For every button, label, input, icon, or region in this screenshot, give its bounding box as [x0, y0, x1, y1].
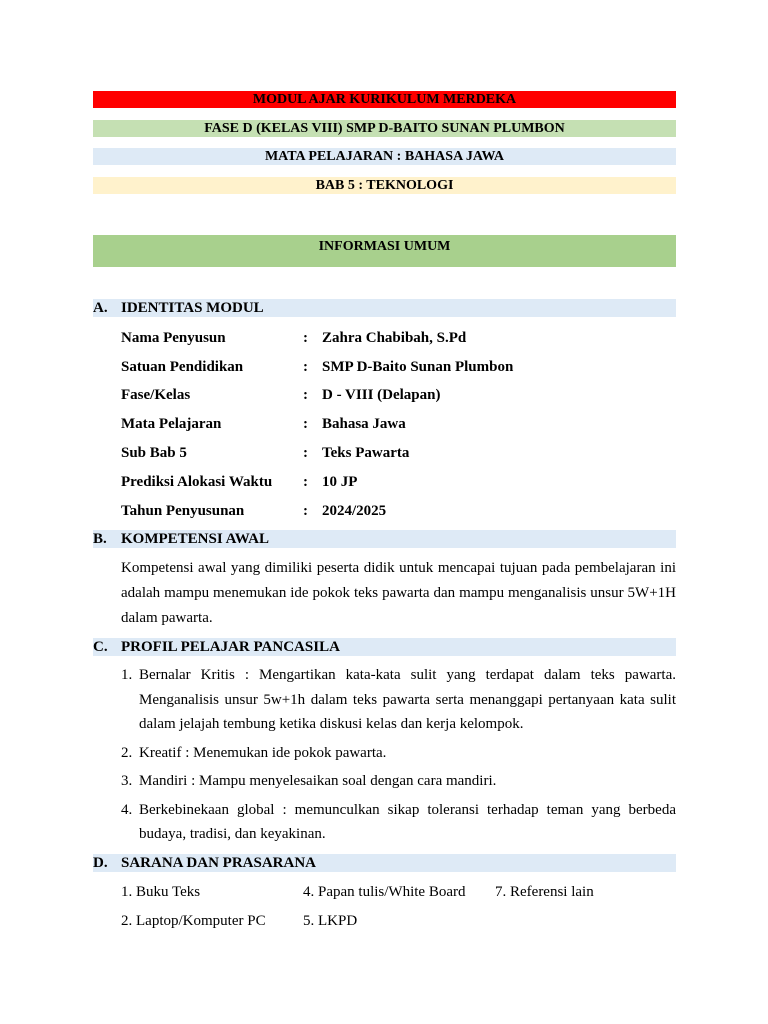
section-d-heading — [93, 854, 676, 872]
identity-value: 10 JP — [322, 474, 358, 490]
list-item-number: 1. — [121, 667, 133, 683]
identity-label: Sub Bab 5 — [121, 445, 187, 461]
banner-bab-text: BAB 5 : TEKNOLOGI — [315, 178, 454, 193]
banner-modul-text: MODUL AJAR KURIKULUM MERDEKA — [252, 92, 517, 107]
identity-value: Bahasa Jawa — [322, 416, 406, 432]
section-a-letter: A. — [93, 300, 108, 316]
list-item-text: Mandiri : Mampu menyelesaikan soal dengan cara mandiri. — [139, 773, 497, 789]
identity-colon: : — [303, 359, 308, 375]
identity-value: Teks Pawarta — [322, 445, 410, 461]
list-item — [121, 663, 676, 737]
kompetensi-awal-text: Kompetensi awal yang dimiliki peserta didik untuk mencapai tujuan pada pembelajaran ini adalah mampu menemukan ide pokok teks pawarta dan mampu menganalisis unsur 5W+1H dalam pawarta. — [121, 560, 676, 626]
identity-colon: : — [303, 445, 308, 461]
identity-row-mata-pelajaran — [121, 414, 676, 434]
identity-label: Mata Pelajaran — [121, 416, 222, 432]
section-b-letter: B. — [93, 531, 107, 547]
identity-value: D - VIII (Delapan) — [322, 387, 441, 403]
identity-row-tahun-penyusunan — [121, 501, 676, 521]
banner-modul — [93, 91, 676, 108]
section-a-title: IDENTITAS MODUL — [121, 300, 264, 316]
sarana-item: 4. Papan tulis/White Board — [303, 884, 466, 900]
list-item-text: Bernalar Kritis : Mengartikan kata-kata sulit yang terdapat dalam teks pawarta. Menganalisis unsur 5w+1h dalam teks pawarta serta menanggapi pertanyaan kata sulit dalam jelajah tembung ketika diskusi kelas dan kerja kelompok. — [139, 667, 676, 732]
list-item — [121, 769, 676, 794]
identity-colon: : — [303, 503, 308, 519]
identity-label: Satuan Pendidikan — [121, 359, 244, 375]
identity-row-alokasi-waktu — [121, 472, 676, 492]
list-item-number: 4. — [121, 801, 133, 818]
list-item-text: Berkebinekaan global : memunculkan sikap toleransi terhadap teman yang berbeda budaya, tradisi, dan keyakinan. — [139, 801, 676, 842]
banner-mapel-text: MATA PELAJARAN : BAHASA JAWA — [264, 149, 505, 164]
identity-value: Zahra Chabibah, S.Pd — [322, 330, 467, 346]
identity-label: Nama Penyusun — [121, 330, 226, 346]
banner-mapel — [93, 148, 676, 165]
identity-row-fase-kelas — [121, 385, 676, 405]
sarana-item: 2. Laptop/Komputer PC — [121, 913, 266, 929]
sarana-item: 5. LKPD — [303, 913, 358, 929]
identity-row-nama-penyusun — [121, 328, 676, 348]
banner-fase-text: FASE D (KELAS VIII) SMP D-BAITO SUNAN PLUMBON — [204, 121, 565, 136]
profil-pelajar-list — [121, 663, 676, 851]
banner-bab — [93, 177, 676, 194]
identity-label: Tahun Penyusunan — [121, 503, 245, 519]
section-b-title: KOMPETENSI AWAL — [121, 531, 269, 547]
sarana-item: 7. Referensi lain — [495, 884, 594, 900]
section-c-letter: C. — [93, 639, 108, 655]
identity-row-satuan-pendidikan — [121, 357, 676, 377]
section-a-heading — [93, 299, 676, 317]
identity-label: Prediksi Alokasi Waktu — [121, 474, 273, 490]
identity-row-sub-bab — [121, 443, 676, 463]
sarana-row — [121, 911, 676, 931]
section-b-heading — [93, 530, 676, 548]
list-item-number: 2. — [121, 744, 133, 761]
sarana-row — [121, 882, 676, 902]
identity-colon: : — [303, 474, 308, 490]
sarana-item: 1. Buku Teks — [121, 884, 201, 900]
list-item — [121, 741, 676, 766]
section-d-title: SARANA DAN PRASARANA — [121, 855, 317, 871]
list-item-number: 3. — [121, 773, 133, 789]
identity-colon: : — [303, 330, 308, 346]
section-c-heading — [93, 638, 676, 656]
informasi-umum-heading: INFORMASI UMUM — [93, 235, 676, 267]
identity-value: SMP D-Baito Sunan Plumbon — [322, 359, 514, 375]
section-d-letter: D. — [93, 855, 108, 871]
banner-fase — [93, 120, 676, 137]
identity-value: 2024/2025 — [322, 503, 387, 519]
identity-colon: : — [303, 416, 308, 432]
identity-colon: : — [303, 387, 308, 403]
list-item — [121, 798, 676, 847]
identity-label: Fase/Kelas — [121, 387, 191, 403]
section-c-title: PROFIL PELAJAR PANCASILA — [121, 639, 340, 655]
list-item-text: Kreatif : Menemukan ide pokok pawarta. — [139, 744, 387, 761]
